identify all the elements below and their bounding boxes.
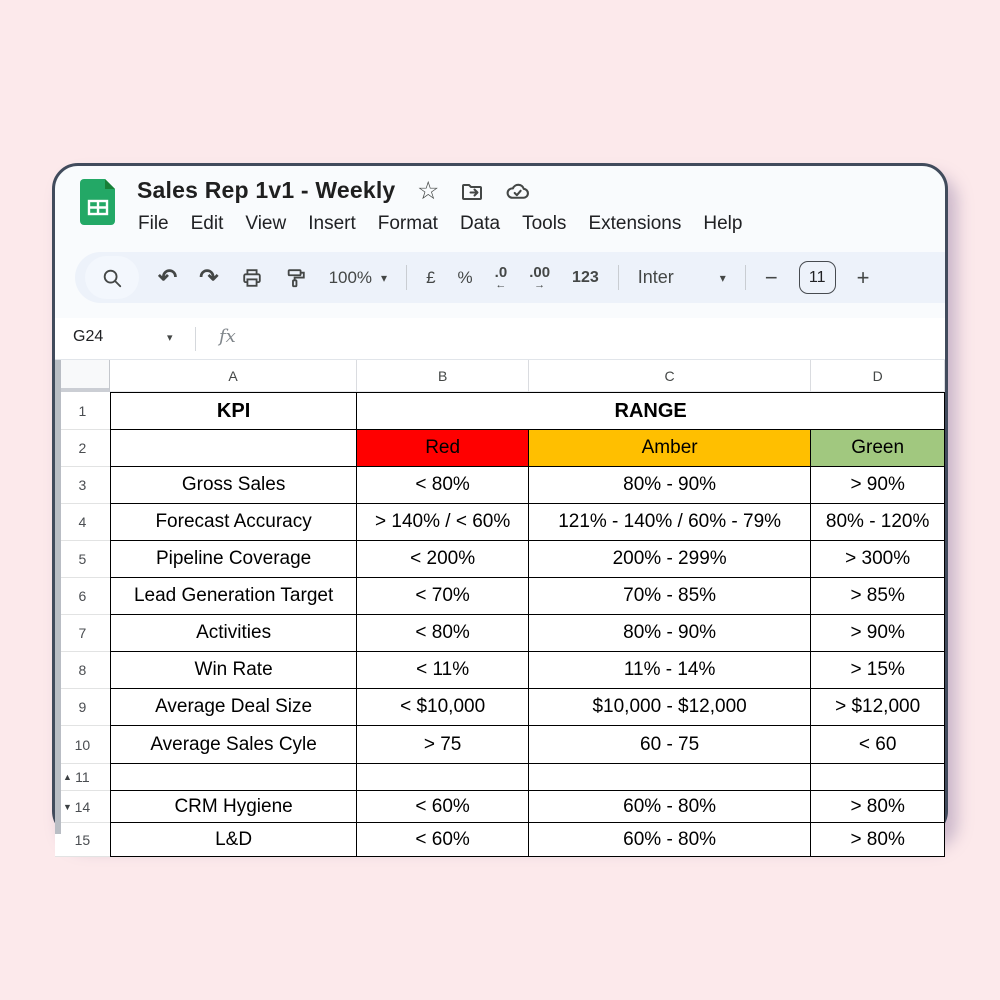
- arrow-right-icon: →: [534, 278, 546, 291]
- cell-D7[interactable]: > 90%: [811, 615, 945, 652]
- decrease-decimals-label: .0: [494, 263, 508, 281]
- paint-roller-icon: [285, 267, 307, 289]
- toolbar-divider: [406, 265, 407, 290]
- menu-extensions[interactable]: Extensions: [588, 213, 682, 234]
- row-group-strip: [55, 360, 61, 834]
- search-button[interactable]: [85, 256, 139, 299]
- cell-C9[interactable]: $10,000 - $12,000: [529, 689, 811, 726]
- menu-file[interactable]: File: [138, 213, 169, 234]
- row-number: 15: [74, 831, 91, 848]
- google-sheets-logo-icon[interactable]: [81, 179, 115, 225]
- column-header-c[interactable]: C: [529, 360, 811, 392]
- increase-font-size-button[interactable]: +: [856, 264, 870, 290]
- cell-A11[interactable]: [110, 764, 357, 791]
- row-header-10[interactable]: [55, 726, 110, 764]
- cell-A1[interactable]: KPI: [110, 392, 357, 430]
- chevron-down-icon: ▾: [719, 270, 726, 285]
- cell-D6[interactable]: > 85%: [811, 578, 945, 615]
- column-header-a[interactable]: A: [110, 360, 357, 392]
- print-button[interactable]: [241, 267, 263, 289]
- cell-A15[interactable]: L&D: [110, 823, 357, 857]
- cell-B4[interactable]: > 140% / < 60%: [357, 504, 529, 541]
- sheets-app-window: [52, 163, 948, 850]
- chevron-down-icon[interactable]: ▾: [167, 332, 173, 344]
- row-header-1[interactable]: [55, 392, 110, 430]
- cell-A7[interactable]: Activities: [110, 615, 357, 652]
- row-header-4[interactable]: [55, 504, 110, 541]
- cell-B15[interactable]: < 60%: [357, 823, 529, 857]
- percent-format-button[interactable]: %: [457, 267, 473, 287]
- cell-D9[interactable]: > $12,000: [811, 689, 945, 726]
- cell-A5[interactable]: Pipeline Coverage: [110, 541, 357, 578]
- row-header-6[interactable]: [55, 578, 110, 615]
- sheet-rows: [55, 392, 945, 857]
- cell-C5[interactable]: 200% - 299%: [529, 541, 811, 578]
- row-header-5[interactable]: [55, 541, 110, 578]
- cell-D3[interactable]: > 90%: [811, 467, 945, 504]
- toolbar: [75, 252, 945, 303]
- cell-B7[interactable]: < 80%: [357, 615, 529, 652]
- zoom-select[interactable]: [329, 268, 388, 288]
- row-header-3[interactable]: [55, 467, 110, 504]
- spreadsheet-grid: [55, 360, 945, 850]
- cell-D4[interactable]: 80% - 120%: [811, 504, 945, 541]
- print-icon: [241, 267, 263, 289]
- row-header-15[interactable]: [55, 823, 110, 857]
- cell-A14[interactable]: CRM Hygiene: [110, 791, 357, 823]
- expand-hidden-rows-up-icon[interactable]: ▲: [63, 772, 72, 782]
- row-number: 10: [74, 736, 91, 753]
- sheet-row-7: [55, 615, 945, 652]
- select-all-corner[interactable]: [55, 360, 110, 392]
- sheet-row-2: [55, 430, 945, 467]
- menu-insert[interactable]: Insert: [308, 213, 356, 234]
- row-number: 3: [78, 477, 87, 493]
- row-number: 2: [78, 440, 87, 456]
- cloud-saved-icon[interactable]: [505, 179, 530, 204]
- row-header-8[interactable]: [55, 652, 110, 689]
- cell-B14[interactable]: < 60%: [357, 791, 529, 823]
- font-select[interactable]: [638, 267, 726, 288]
- row-number: 7: [78, 625, 87, 641]
- menu-format[interactable]: Format: [377, 213, 438, 234]
- sheet-row-5: [55, 541, 945, 578]
- sheet-row-3: [55, 467, 945, 504]
- cell-C7[interactable]: 80% - 90%: [529, 615, 811, 652]
- row-header-2[interactable]: [55, 430, 110, 467]
- row-header-9[interactable]: [55, 689, 110, 726]
- cell-A10[interactable]: Average Sales Cyle: [110, 726, 357, 764]
- row-number: 4: [78, 514, 87, 530]
- cell-C10[interactable]: 60 - 75: [529, 726, 811, 764]
- formula-bar-divider: [195, 327, 196, 351]
- cell-B6[interactable]: < 70%: [357, 578, 529, 615]
- cell-C6[interactable]: 70% - 85%: [529, 578, 811, 615]
- row-number: 14: [74, 798, 91, 815]
- undo-icon: ↶: [158, 264, 178, 290]
- undo-button[interactable]: [158, 266, 177, 289]
- row-number: 8: [78, 662, 87, 678]
- arrow-left-icon: ←: [495, 278, 507, 291]
- sheet-row-10: [55, 726, 945, 764]
- cell-C4[interactable]: 121% - 140% / 60% - 79%: [529, 504, 811, 541]
- sheet-row-9: [55, 689, 945, 726]
- document-title[interactable]: Sales Rep 1v1 - Weekly: [137, 177, 396, 203]
- sheet-row-15: [55, 823, 945, 857]
- cell-A3[interactable]: Gross Sales: [110, 467, 357, 504]
- cell-B9[interactable]: < $10,000: [357, 689, 529, 726]
- menu-tools[interactable]: Tools: [522, 213, 567, 234]
- zoom-value: 100%: [328, 267, 373, 287]
- row-header-7[interactable]: [55, 615, 110, 652]
- row-number: 5: [78, 551, 87, 567]
- redo-icon: ↷: [199, 264, 219, 290]
- cell-B5[interactable]: < 200%: [357, 541, 529, 578]
- column-headers: [55, 360, 945, 392]
- cell-B10[interactable]: > 75: [357, 726, 529, 764]
- fx-icon[interactable]: fx: [219, 326, 236, 347]
- sheet-row-14: [55, 791, 945, 823]
- cell-B2[interactable]: Red: [357, 430, 529, 467]
- cell-B8[interactable]: < 11%: [357, 652, 529, 689]
- menu-view[interactable]: View: [245, 213, 287, 234]
- sheet-row-11: [55, 764, 945, 791]
- menu-help[interactable]: Help: [703, 213, 743, 234]
- decrease-font-size-button[interactable]: −: [764, 264, 778, 290]
- increase-decimals-button[interactable]: [529, 265, 550, 291]
- paint-format-button[interactable]: [285, 267, 307, 289]
- star-icon[interactable]: ☆: [417, 177, 440, 205]
- cell-C8[interactable]: 11% - 14%: [529, 652, 811, 689]
- cell-A9[interactable]: Average Deal Size: [110, 689, 357, 726]
- cell-D2[interactable]: Green: [811, 430, 945, 467]
- cell-C2[interactable]: Amber: [529, 430, 811, 467]
- row-header-14[interactable]: [55, 791, 110, 823]
- cell-D15[interactable]: > 80%: [811, 823, 945, 857]
- name-box[interactable]: G24: [73, 328, 104, 345]
- sheet-row-1: [55, 392, 945, 430]
- menu-edit[interactable]: Edit: [190, 213, 224, 234]
- font-name: Inter: [637, 267, 674, 287]
- toolbar-divider: [745, 265, 746, 290]
- redo-button[interactable]: [199, 266, 218, 289]
- cell-D10[interactable]: < 60: [811, 726, 945, 764]
- cell-A8[interactable]: Win Rate: [110, 652, 357, 689]
- menu-data[interactable]: Data: [459, 213, 501, 234]
- currency-format-button[interactable]: £: [426, 267, 436, 287]
- cell-D8[interactable]: > 15%: [811, 652, 945, 689]
- cell-B3[interactable]: < 80%: [357, 467, 529, 504]
- cell-B11[interactable]: [357, 764, 529, 791]
- row-header-11[interactable]: [55, 764, 110, 791]
- move-to-folder-icon[interactable]: [460, 180, 484, 204]
- font-size-input[interactable]: 11: [799, 261, 836, 294]
- sheet-row-4: [55, 504, 945, 541]
- row-number: 9: [78, 699, 87, 715]
- decrease-decimals-button[interactable]: [495, 265, 508, 291]
- search-icon: [101, 267, 123, 289]
- column-header-d[interactable]: D: [811, 360, 945, 392]
- toolbar-divider: [618, 265, 619, 290]
- cell-D14[interactable]: > 80%: [811, 791, 945, 823]
- increase-decimals-label: .00: [529, 263, 551, 281]
- menu-bar: [127, 211, 753, 237]
- cell-A6[interactable]: Lead Generation Target: [110, 578, 357, 615]
- column-header-b[interactable]: B: [357, 360, 529, 392]
- cell-A4[interactable]: Forecast Accuracy: [110, 504, 357, 541]
- sheet-row-6: [55, 578, 945, 615]
- row-number: 1: [78, 402, 87, 419]
- cell-C15[interactable]: 60% - 80%: [529, 823, 811, 857]
- cell-C14[interactable]: 60% - 80%: [529, 791, 811, 823]
- cell-D11[interactable]: [811, 764, 945, 791]
- chevron-down-icon: ▾: [381, 270, 388, 285]
- formula-bar: [55, 318, 945, 360]
- cell-D5[interactable]: > 300%: [811, 541, 945, 578]
- cell-BCD1[interactable]: RANGE: [357, 392, 945, 430]
- more-formats-button[interactable]: 123: [572, 268, 599, 286]
- sheet-row-8: [55, 652, 945, 689]
- cell-C3[interactable]: 80% - 90%: [529, 467, 811, 504]
- expand-hidden-rows-down-icon[interactable]: ▼: [63, 801, 72, 812]
- row-number: 6: [78, 588, 87, 604]
- row-number: 11: [75, 769, 90, 785]
- cell-A2[interactable]: [110, 430, 357, 467]
- cell-C11[interactable]: [529, 764, 811, 791]
